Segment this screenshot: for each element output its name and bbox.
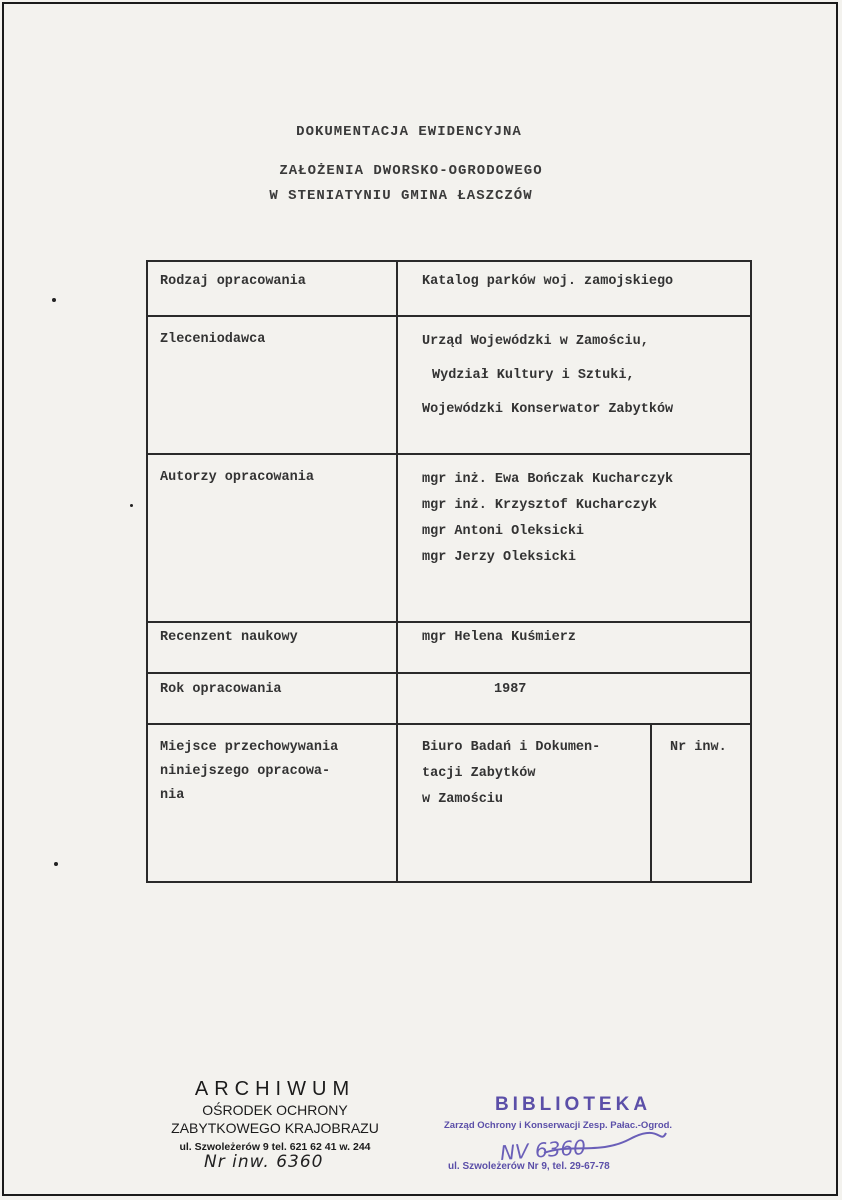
label-nr-inw: Nr inw. — [670, 740, 727, 755]
strikethrough-scribble-icon — [540, 1125, 670, 1165]
value-autor-2: mgr inż. Krzysztof Kucharczyk — [422, 498, 657, 513]
table-line — [146, 723, 752, 725]
value-zleceniodawca-1: Urząd Wojewódzki w Zamościu, — [422, 334, 649, 349]
label-miejsce-3: nia — [160, 788, 185, 803]
table-line — [146, 260, 752, 262]
archiwum-line2: ZABYTKOWEGO KRAJOBRAZU — [171, 1120, 379, 1136]
value-recenzent: mgr Helena Kuśmierz — [422, 630, 576, 645]
table-line — [146, 453, 752, 455]
archiwum-stamp — [160, 1078, 390, 1155]
table-line — [146, 881, 752, 883]
archiwum-title: ARCHIWUM — [194, 1078, 356, 1100]
table-line — [750, 260, 752, 883]
archiwum-handwritten-number: Nr inw. 6360 — [204, 1152, 324, 1172]
value-rok: 1987 — [494, 682, 527, 697]
value-autor-1: mgr inż. Ewa Bończak Kucharczyk — [422, 472, 674, 487]
label-rodzaj: Rodzaj opracowania — [160, 274, 306, 289]
biblioteka-handwritten-number: NV 6360 — [499, 1135, 587, 1165]
speck — [130, 504, 133, 507]
document-subtitle-line1: ZAŁOŻENIA DWORSKO-OGRODOWEGO — [279, 163, 543, 179]
table-line — [146, 315, 752, 317]
biblioteka-title: BIBLIOTEKA — [494, 1094, 652, 1115]
archiwum-line1: OŚRODEK OCHRONY — [202, 1102, 348, 1118]
label-autorzy: Autorzy opracowania — [160, 470, 314, 485]
value-autor-4: mgr Jerzy Oleksicki — [422, 550, 576, 565]
document-title: DOKUMENTACJA EWIDENCYJNA — [296, 124, 522, 140]
value-miejsce-3: w Zamościu — [422, 792, 504, 807]
info-table — [146, 260, 752, 884]
value-miejsce-2: tacji Zabytków — [422, 766, 536, 781]
archiwum-address: ul. Szwoleżerów 9 tel. 621 62 41 w. 244 — [179, 1141, 371, 1153]
label-miejsce-1: Miejsce przechowywania — [160, 740, 339, 755]
label-miejsce-2: niniejszego opracowa- — [160, 764, 331, 779]
speck — [52, 298, 56, 302]
biblioteka-address: ul. Szwoleżerów Nr 9, tel. 29-67-78 — [448, 1161, 610, 1172]
speck — [54, 862, 58, 866]
table-line — [396, 260, 398, 883]
label-zleceniodawca: Zleceniodawca — [160, 332, 266, 347]
label-recenzent: Recenzent naukowy — [160, 630, 298, 645]
table-line — [650, 723, 652, 883]
biblioteka-line1: Zarząd Ochrony i Konserwacji Zesp. Pałac.-Ogrod. — [444, 1120, 673, 1131]
value-miejsce-1: Biuro Badań i Dokumen- — [422, 740, 601, 755]
table-line — [146, 260, 148, 883]
table-line — [146, 672, 752, 674]
label-rok: Rok opracowania — [160, 682, 282, 697]
document-subtitle-line2: W STENIATYNIU GMINA ŁASZCZÓW — [269, 188, 533, 204]
value-autor-3: mgr Antoni Oleksicki — [422, 524, 585, 539]
table-line — [146, 621, 752, 623]
value-zleceniodawca-3: Wojewódzki Konserwator Zabytków — [422, 402, 674, 417]
value-zleceniodawca-2: Wydział Kultury i Sztuki, — [432, 368, 635, 383]
value-rodzaj: Katalog parków woj. zamojskiego — [422, 274, 674, 289]
